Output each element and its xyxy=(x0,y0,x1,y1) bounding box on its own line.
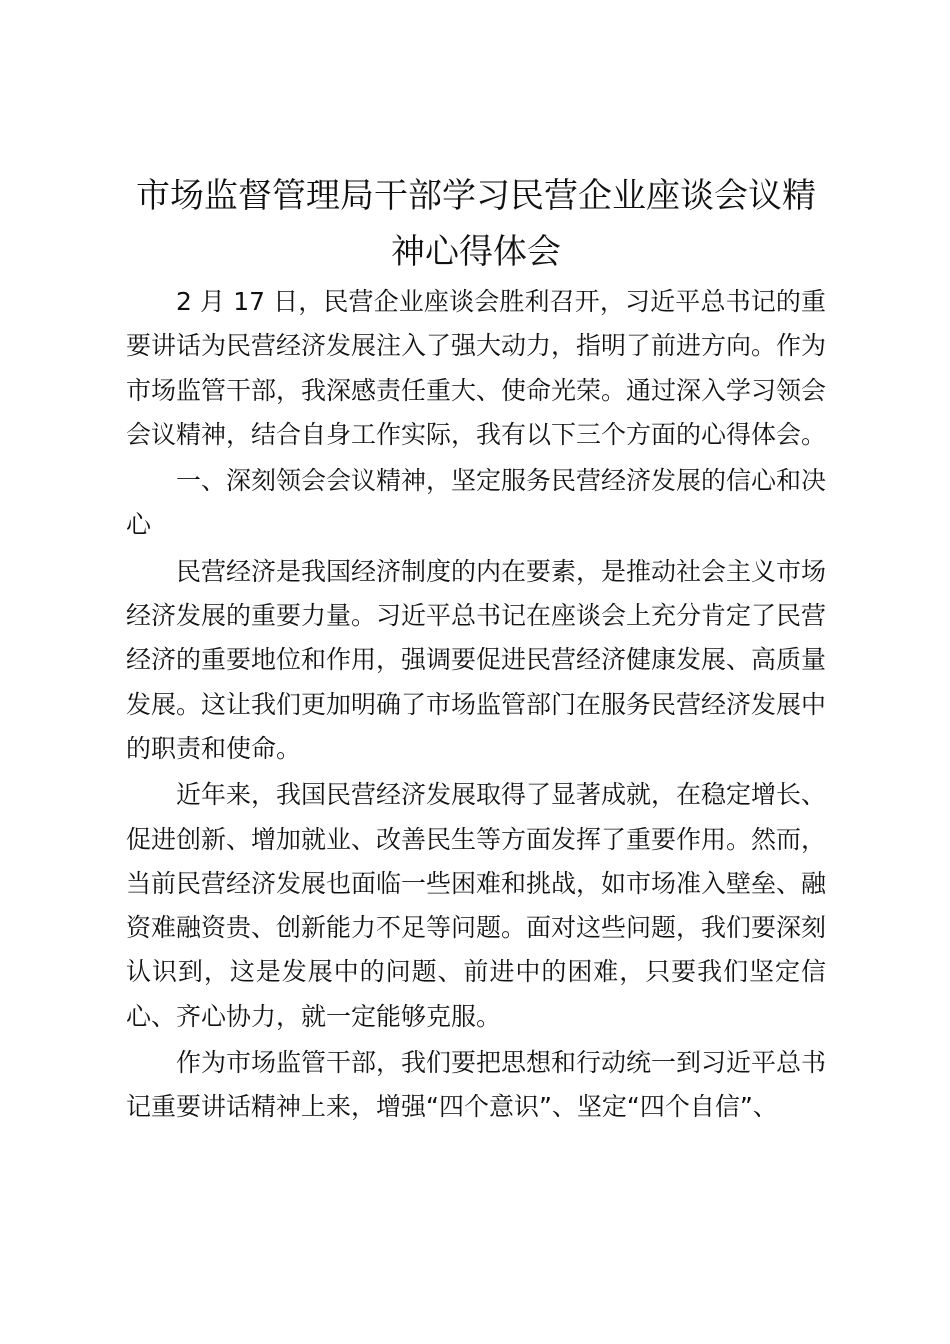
title-line-1: 市场监督管理局干部学习民营企业座谈会议精 xyxy=(136,176,816,216)
document-title xyxy=(126,168,826,280)
document-content xyxy=(126,168,826,1130)
body-paragraph-1: 民营经济是我国经济制度的内在要素，是推动社会主义市场经济发展的重要力量。习近平总书记在座谈会上充分肯定了民营经济的重要地位和作用，强调要促进民营经济健康发展、高质量发展。这让我们更加明确了市场监管部门在服务民营经济发展中的职责和使命。 xyxy=(126,556,827,763)
body-paragraph-2: 近年来，我国民营经济发展取得了显著成就，在稳定增长、促进创新、增加就业、改善民生等方面发挥了重要作用。然而，当前民营经济发展也面临一些困难和挑战，如市场准入壁垒、融资难融资贵、创新能力不足等问题。面对这些问题，我们要深刻认识到，这是发展中的问题、前进中的困难，只要我们坚定信心、齐心协力，就一定能够克服。 xyxy=(126,780,827,1031)
intro-paragraph: 2 月 17 日，民营企业座谈会胜利召开，习近平总书记的重要讲话为民营经济发展注入了强大动力，指明了前进方向。作为市场监管干部，我深感责任重大、使命光荣。通过深入学习领会会议精神，结合自身工作实际，我有以下三个方面的心得体会。 xyxy=(126,287,827,449)
title-line-2: 神心得体会 xyxy=(391,232,561,272)
body-paragraph-3: 作为市场监管干部，我们要把思想和行动统一到习近平总书记重要讲话精神上来，增强“四个意识”、坚定“四个自信”、 xyxy=(126,1048,827,1122)
section-heading-1: 一、深刻领会会议精神，坚定服务民营经济发展的信心和决心 xyxy=(126,466,827,540)
